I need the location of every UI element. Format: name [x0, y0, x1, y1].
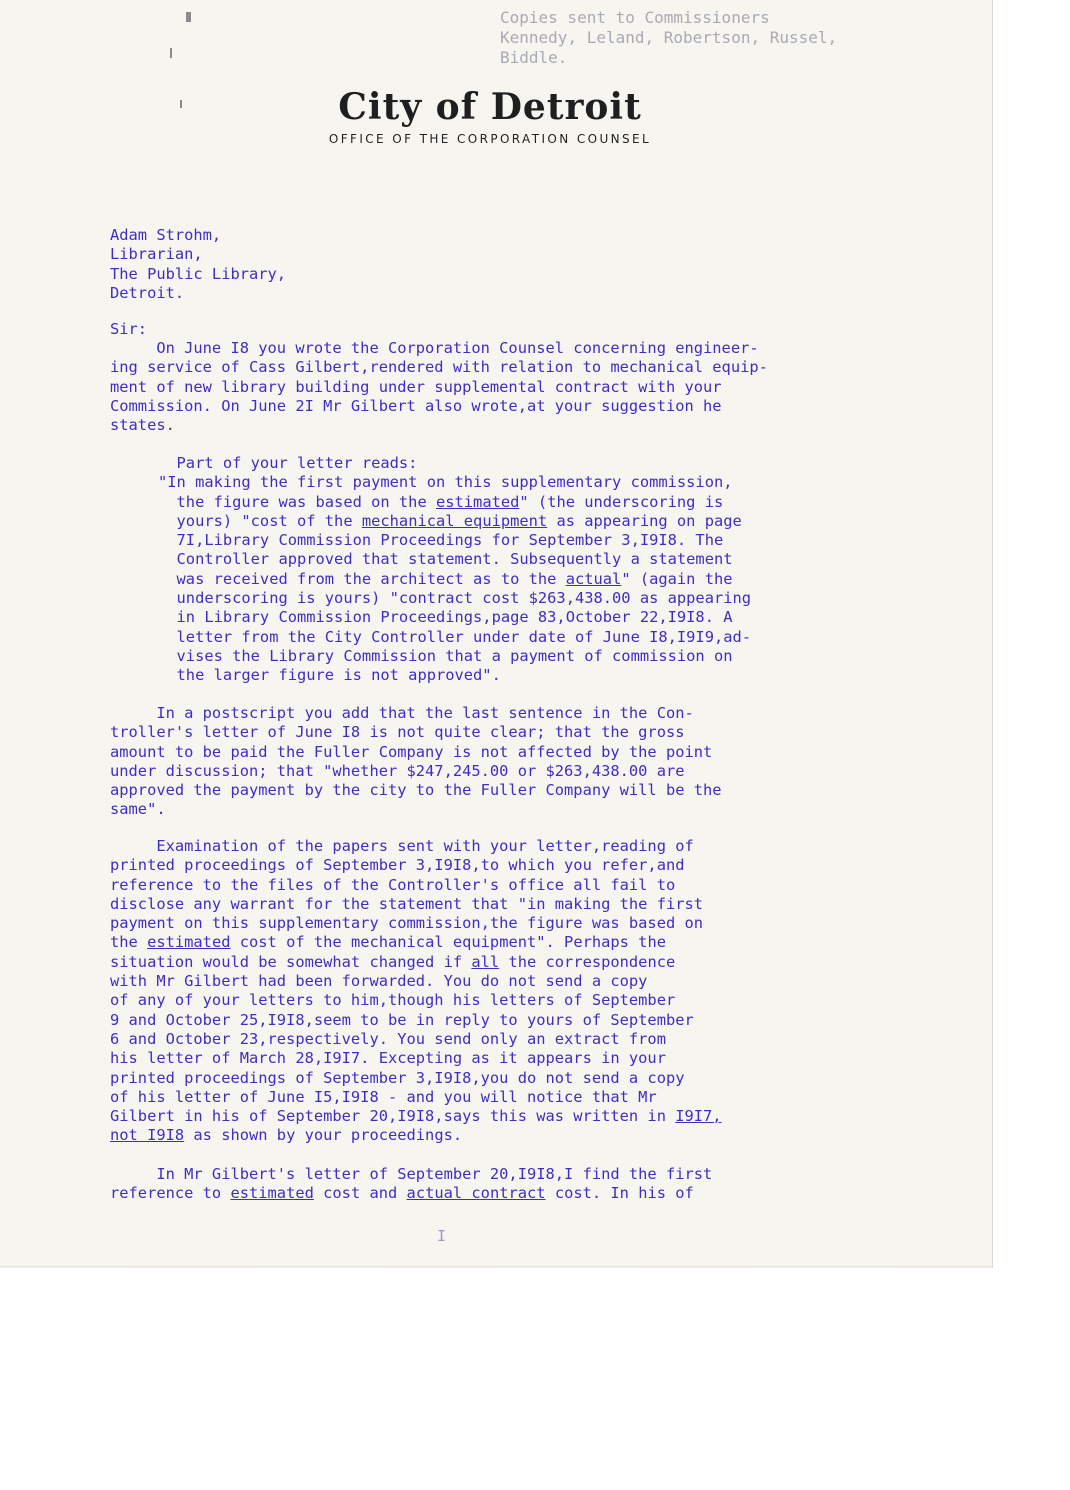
text-line: 9 and October 25,I9I8,seem to be in reply to yours of September [110, 1010, 694, 1029]
text-span: cost. In his of [545, 1184, 694, 1203]
text-line: 7I,Library Commission Proceedings for September 3,I9I8. The [158, 531, 724, 550]
underlined-text: actual [565, 569, 622, 588]
punch-mark [170, 48, 172, 58]
text-line [110, 953, 910, 972]
paragraph-gilbert-letter [110, 1165, 910, 1204]
text-line: printed proceedings of September 3,I9I8,you do not send a copy [110, 1068, 685, 1087]
text-line: approved the payment by the city to the Fuller Company will be the [110, 781, 722, 800]
text-line: printed proceedings of September 3,I9I8,to which you refer,and [110, 856, 685, 875]
copies-line: Kennedy, Leland, Robertson, Russel, [500, 28, 838, 47]
underlined-text: mechanical equipment [361, 511, 548, 530]
text-line: states. [110, 416, 175, 435]
text-line: Commission. On June 2I Mr Gilbert also wrote,at your suggestion he [110, 396, 722, 415]
text-line [158, 570, 958, 589]
address-line: Librarian, [110, 245, 203, 264]
underlined-text: all [471, 952, 500, 971]
text-line: Examination of the papers sent with your letter,reading of [110, 837, 694, 855]
text-line [110, 1107, 910, 1126]
text-line [158, 493, 958, 512]
underlined-text: not I9I8 [110, 1126, 185, 1145]
text-span: as shown by your proceedings. [184, 1126, 463, 1145]
letterhead-city: City of Detroit [338, 86, 642, 128]
text-span: was received from the architect as to the [158, 569, 566, 588]
underlined-text: I9I7, [675, 1107, 722, 1126]
text-span: the correspondence [499, 952, 676, 971]
text-line: letter from the City Controller under date of June I8,I9I9,ad- [158, 627, 752, 646]
text-line: same". [110, 800, 166, 819]
text-line: of his letter of June I5,I9I8 - and you will notice that Mr [110, 1087, 657, 1106]
paragraph-postscript [110, 704, 910, 820]
quoted-letter [158, 454, 958, 686]
recipient-address [110, 226, 910, 303]
text-line: of any of your letters to him,though his letters of September [110, 991, 676, 1010]
text-line [110, 1126, 910, 1145]
quote-intro: Part of your letter reads: [158, 454, 418, 472]
text-line: ing service of Cass Gilbert,rendered with relation to mechanical equip- [110, 358, 768, 377]
copies-line: Biddle. [500, 48, 568, 67]
text-line: vises the Library Commission that a payment of commission on [158, 646, 733, 665]
text-span: Gilbert in his of September 20,I9I8,says this was written in [110, 1107, 676, 1126]
text-line: troller's letter of June I8 is not quite clear; that the gross [110, 723, 685, 742]
address-line: Detroit. [110, 283, 185, 302]
text-span: reference to [110, 1184, 231, 1203]
underlined-text: actual contract [406, 1184, 546, 1203]
text-span: yours) "cost of the [158, 511, 362, 530]
text-line: ment of new library building under supplemental contract with your [110, 377, 722, 396]
text-line [158, 512, 958, 531]
letterhead [240, 84, 740, 146]
paragraph-examination [110, 837, 910, 1146]
text-line: disclose any warrant for the statement that "in making the first [110, 894, 704, 913]
copies-note [500, 8, 940, 68]
text-span: " (again the [621, 569, 733, 588]
text-line: under discussion; that "whether $247,245.00 or $263,438.00 are [110, 761, 685, 780]
text-span: the figure was based on the [158, 492, 436, 511]
letterhead-office: OFFICE OF THE CORPORATION COUNSEL [328, 132, 652, 146]
text-span: cost of the mechanical equipment". Perhaps the [230, 933, 666, 952]
text-span: cost and [313, 1184, 407, 1203]
text-span: situation would be somewhat changed if [110, 952, 472, 971]
underlined-text: estimated [230, 1184, 314, 1203]
text-line [110, 1184, 910, 1203]
address-line: The Public Library, [110, 264, 287, 283]
underlined-text: estimated [435, 492, 520, 511]
address-line: Adam Strohm, [110, 226, 222, 244]
text-span: as appearing on page [547, 511, 742, 530]
text-line: amount to be paid the Fuller Company is not affected by the point [110, 742, 713, 761]
text-line: with Mr Gilbert had been forwarded. You do not send a copy [110, 972, 648, 991]
staple-mark [186, 12, 191, 22]
text-line: in Library Commission Proceedings,page 83,October 22,I9I8. A [158, 608, 733, 627]
text-line: underscoring is yours) "contract cost $263,438.00 as appearing [158, 589, 752, 608]
scan-background [0, 1268, 1070, 1490]
text-line: the larger figure is not approved". [158, 666, 501, 685]
text-line: 6 and October 23,respectively. You send only an extract from [110, 1029, 666, 1048]
text-span: " (the underscoring is [519, 492, 724, 511]
text-line: In Mr Gilbert's letter of September 20,I9I8,I find the first [110, 1165, 713, 1183]
text-line: On June I8 you wrote the Corporation Counsel concerning engineer- [110, 339, 759, 357]
text-line: payment on this supplementary commission,the figure was based on [110, 914, 704, 933]
text-line: reference to the files of the Controller's office all fail to [110, 875, 676, 894]
paragraph-1 [110, 339, 910, 435]
text-line [110, 933, 910, 952]
text-line: Controller approved that statement. Subsequently a statement [158, 550, 733, 569]
underlined-text: estimated [147, 933, 231, 952]
punch-mark [180, 100, 182, 108]
page-number: I [437, 1227, 447, 1245]
text-line: his letter of March 28,I9I7. Excepting as it appears in your [110, 1049, 666, 1068]
text-line: "In making the first payment on this supplementary commission, [158, 473, 733, 492]
text-line: In a postscript you add that the last sentence in the Con- [110, 704, 694, 722]
text-span: the [110, 933, 148, 952]
copies-line: Copies sent to Commissioners [500, 8, 770, 27]
salutation: Sir: [110, 320, 148, 338]
